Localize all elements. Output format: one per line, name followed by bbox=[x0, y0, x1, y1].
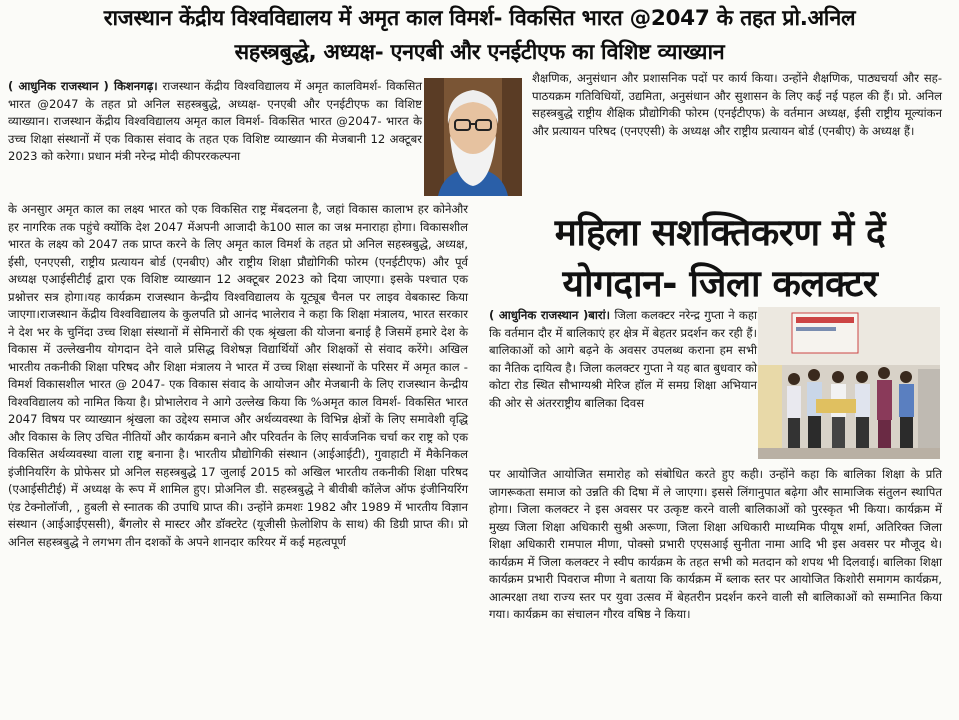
article2-dateline: ( आधुनिक राजस्थान )बारां। bbox=[489, 308, 611, 322]
article1-continuation: शैक्षणिक, अनुसंधान और प्रशासनिक पदों पर कार्य किया। उन्होंने शैक्षणिक, पाठ्यचर्या और सह-पाठयक्रम गतिविधियों, उद्यमिता, अनुसंधान और सुशासन के लिए कई नई पहल की हैं। प्रो. अनिल सहस्त्रबुद्धे राष्ट्रीय शैक्षिक प्रौद्योगिकी फोरम (एनईटीएफ) के वर्तमान अध्यक्ष, ईसी राष्ट्रीय मूल्यांकन और प्रत्यायन परिषद (एनएएसी) के अध्यक्ष और राष्ट्रीय प्रत्यायन बोर्ड (एनबीए) के अध्यक्ष हैं। bbox=[532, 71, 942, 138]
article1-body: के अनसुार अमृत काल का लक्ष्य भारत को एक विकसित राष्ट्र मेंबदलना है, जहां विकास कालाभ हर कोनेऔर हर नागरिक तक पहुंचे क्योंकि देश 2047 मेंअपनी आजादी के100 साल का जश्न मनाराहा होगा। विकासशील भारत के लक्ष्य को 2047 तक प्राप्त करने के लिए अमृत काल विमर्श के तहत प्रो अनिल सहस्त्रबुद्धे, अध्यक्ष, ईसी, एनएएसी, राष्ट्रीय प्रत्यायन बोर्ड (एनबीए) और राष्ट्रीय शिक्षा प्रौद्योगिकी फोरम (एनईटीएफ) और पूर्व अध्यक्ष एआईसीटीई द्वारा एक विशिष्ट व्याख्यान 12 अक्टूबर 2023 को दिया जाएगा। इसके पश्चात एक प्रश्नोत्तर सत्र होगा।यह कार्यक्रम राजस्थान केन्द्रीय विश्वविद्यालय के यूट्यूब चैनल पर लाइव वेबकास्ट किया जाएगा।राजस्थान केंद्रीय विश्वविद्यालय के कुलपति प्रो आनंद भालेराव ने कहा कि शिक्षा मंत्रालय, भारत सरकार ने देश भर के चुनिंदा उच्च शिक्षा संस्थानों में सेमिनारों की एक श्रृंखला की योजना बनाई है जिसमें हमारे देश के विकास में उल्लेखनीय योगदान देने वाले प्रसिद्ध विशेषज्ञ विद्यार्थियों और शिक्षकों से संवाद करेंगे। अखिल भारतीय तकनीकी शिक्षा परिषद और शिक्षा मंत्रालय ने भारत में उच्च शिक्षा संस्थानों के परिसर में अमृत काल - विमर्श विकासशील भारत @ 2047- एक विकास संवाद के आयोजन और मेजबानी के लिए राजस्थान केन्द्रीय विश्वविद्यालय को नामित किया है। प्रोभालेराव ने आगे उल्लेख किया कि %अमृत काल विमर्श- विकसित भारत 2047 विषय पर व्याख्यान श्रृंखला का उद्देश्य समाज और अर्थव्यवस्था के विभिन्न क्षेत्रों के लिए समावेशी वृद्धि और विकास के लिए उचित नीतियों और कार्यक्रम बनाने और परिवर्तन के लिए सार्वजनिक चर्चा कर राष्ट्र को एक विकसित अर्थव्यवस्था वाला राष्ट्र बनाना है। भारतीय प्रौद्योगिकी संस्थान (आईआईटी), गुवाहाटी में मैकेनिकल इंजीनियरिंग के प्रोफेसर प्रो अनिल सहस्त्रबुद्धे 17 जुलाई 2015 को अखिल भारतीय तकनीकी शिक्षा परिषद (एआईसीटीई) में अध्यक्ष के रूप में शामिल हुए। प्रोअनिल डी. सहस्त्रबुद्धे ने बीवीबी कॉलेज ऑफ इंजीनियरिंग एंड टेक्नोलॉजी, , हुबली से स्नातक की उपाधि प्राप्त की। उन्होंने क्रमशः 1982 और 1989 में भारतीय विज्ञान संस्थान (आईआईएससी), बैंगलोर से मास्टर और डॉक्टरेट (यूजीसी फ़ेलोशिप के साथ) की डिग्री प्राप्त की। प्रो अनिल सहस्त्रबुद्धे ने लगभग तीन दशकों के अपने शानदार करियर में कई महत्वपूर्ण bbox=[8, 202, 469, 549]
article1-top-text bbox=[8, 78, 422, 166]
headline-line-1: राजस्थान केंद्रीय विश्वविद्यालय में अमृत काल विमर्श- विकसित भारत @2047 के तहत प्रो.अनिल bbox=[103, 6, 856, 31]
portrait-photo bbox=[424, 78, 522, 196]
article1-top-body: राजस्थान केंद्रीय विश्वविद्यालय में अमृत कालविमर्श- विकसित भारत @2047 के तहत प्रो अनिल सहस्त्रबुद्धे, अध्यक्ष- एनएबी और एनईटीएफ का विशिष्ट व्याख्यान। राजस्थान केंद्रीय विश्वविद्यालय अमृत काल विमर्श- विकसित भारत @2047- भारत के उच्च शिक्षा संस्थानों में एक विकास संवाद के तहत एक विशिष्ट व्याख्यान की मेजबानी 12 अक्टूबर 2023 को करेगा। प्रधान मंत्री नरेन्द्र मोदी कीपररकल्पना bbox=[8, 79, 422, 163]
article2-intro-body: जिला कलक्टर नरेन्द्र गुप्ता ने कहा कि वर्तमान दौर में बालिकाएं हर क्षेत्र में बेहतर प्रदर्शन कर रही हैं। बालिकाओं को आगे बढ़ने के अवसर उपलब्ध कराना हम सभी का नैतिक दायित्व है। जिला कलक्टर गुप्ता ने यह बात बुधवार को कोटा रोड स्थित सौभाग्यश्री मेरिज हॉल में समग्र शिक्षा अभियान की ओर से अंतरराष्ट्रीय बालिका दिवस bbox=[489, 308, 757, 410]
article2-intro bbox=[489, 307, 757, 412]
event-photo bbox=[758, 307, 940, 459]
headline-line-2: सहस्त्रबुद्धे, अध्यक्ष- एनएबी और एनईटीएफ का विशिष्ट व्याख्यान bbox=[234, 40, 725, 65]
main-headline bbox=[6, 2, 953, 70]
article2-headline-line-2: योगदान- जिला कलक्टर bbox=[562, 262, 878, 305]
article1-dateline: ( आधुनिक राजस्थान ) किशनगढ़। bbox=[8, 79, 158, 93]
article2-body: पर आयोजित आयोजित समारोह को संबोधित करते हुए कही। उन्होंने कहा कि बालिका शिक्षा के प्रति जागरूकता समाज को उन्नति की दिषा में ले जाएगा। इससे लिंगानुपात बढ़ेगा और सामाजिक संतुलन स्थापित होगा। जिला कलक्टर ने इस अवसर पर उत्कृष्ट करने वाली बालिकाओं को पुरस्कृत भी किया। कार्यक्रम में मुख्य जिला शिक्षा अधिकारी सुश्री अरूणा, जिला शिक्षा अधिकारी माध्यमिक पीयूष शर्मा, अतिरिक्त जिला शिक्षा अधिकारी रामपाल मीणा, पोक्सो प्रभारी एएसआई सुनीता नामा आदि भी इस अवसर पर मौजूद थे। कार्यक्रम में जिला कलक्टर ने स्वीप कार्यक्रम के तहत सभी को मतदान को शपथ भी दिलवाई। बालिका शिक्षा कार्यक्रम प्रभारी पिवराज मीणा ने बताया कि कार्यक्रम में ब्लाक स्तर पर आयोजित किशोरी समागम कार्यक्रम, आत्मरक्षा तथा राज्य स्तर पर युवा उत्सव में बेहतरीन प्रदर्शन करने वाली सौ बालिकाओं को सम्मानित किया गया। कार्यक्रम का संचालन गौरव वषिष्ठ ने किया। bbox=[489, 467, 942, 621]
article2-headline-line-1: महिला सशक्तिकरण में दें bbox=[554, 211, 886, 254]
portrait-illustration bbox=[424, 78, 522, 196]
event-illustration bbox=[758, 307, 940, 459]
